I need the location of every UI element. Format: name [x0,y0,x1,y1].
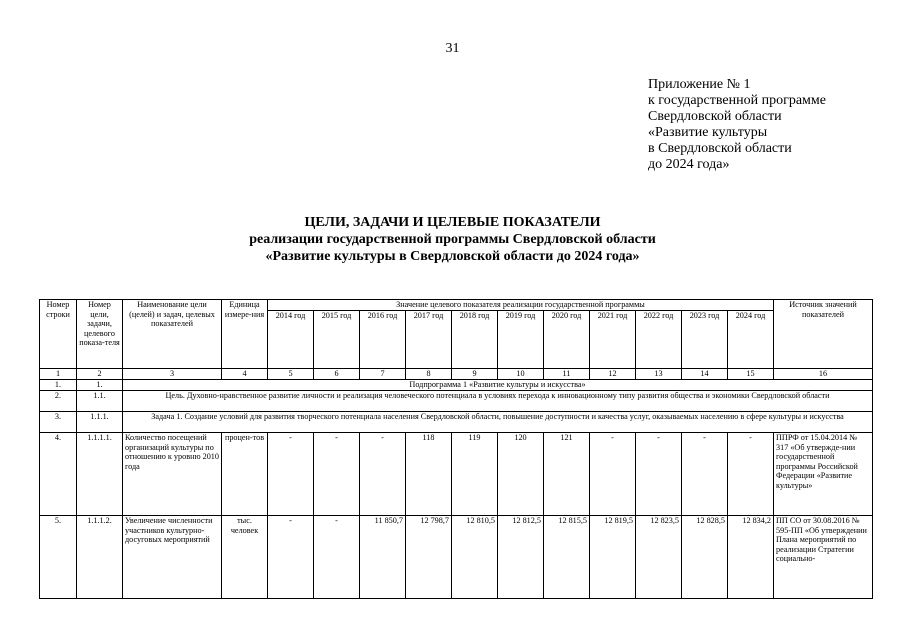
title-line: «Развитие культуры в Свердловской области до 2024 года» [265,249,640,264]
indicator-value: 120 [498,433,544,516]
column-index: 10 [498,369,544,380]
column-index: 1 [40,369,77,380]
appendix-line: до 2024 года» [648,157,730,172]
row-number: 5. [40,516,77,599]
row-code: 1.1.1. [77,412,123,433]
indicator-value: 12 815,5 [544,516,590,599]
column-index: 3 [123,369,222,380]
header-row-number: Номер строки [40,300,77,369]
indicator-value: 12 834,2 [728,516,774,599]
table-row-subprogram [40,380,873,391]
table-row-goal [40,391,873,412]
goals-table [39,299,873,599]
header-unit: Единица измере-ния [222,300,268,369]
header-year: 2015 год [314,311,360,369]
column-index: 16 [774,369,873,380]
indicator-value: - [314,433,360,516]
header-source: Источник значений показателей [774,300,873,369]
indicator-name: Количество посещений организаций культуры по отношению к уровню 2010 года [123,433,222,516]
indicator-value: - [636,433,682,516]
indicator-value: 119 [452,433,498,516]
indicator-value: 12 798,7 [406,516,452,599]
indicator-value: - [682,433,728,516]
subprogram-title: Подпрограмма 1 «Развитие культуры и искусства» [123,380,873,391]
indicator-value: 12 812,5 [498,516,544,599]
indicator-value: 118 [406,433,452,516]
row-number: 2. [40,391,77,412]
header-year: 2016 год [360,311,406,369]
indicator-unit: тыс. человек [222,516,268,599]
appendix-line: в Свердловской области [648,141,792,156]
indicator-unit: процен-тов [222,433,268,516]
table-header-row [40,300,873,311]
indicator-value: - [360,433,406,516]
row-code: 1.1.1.2. [77,516,123,599]
column-index: 15 [728,369,774,380]
appendix-note [648,77,826,173]
title-line: ЦЕЛИ, ЗАДАЧИ И ЦЕЛЕВЫЕ ПОКАЗАТЕЛИ [304,215,601,230]
header-year: 2024 год [728,311,774,369]
row-number: 3. [40,412,77,433]
column-index: 13 [636,369,682,380]
indicator-value: 12 823,5 [636,516,682,599]
header-goal-number: Номер цели, задачи, целевого показа-теля [77,300,123,369]
header-year: 2022 год [636,311,682,369]
column-index: 7 [360,369,406,380]
document-title [0,214,905,265]
indicator-source: ППРФ от 15.04.2014 № 317 «Об утвержде-нии государственной программы Российской Федерации «Развитие культуры» [774,433,873,516]
table-row-task [40,412,873,433]
row-code: 1.1. [77,391,123,412]
indicator-value: 12 810,5 [452,516,498,599]
column-index-row [40,369,873,380]
header-values-group: Значение целевого показателя реализации государственной программы [268,300,774,311]
indicator-value: - [728,433,774,516]
table-row-indicator [40,433,873,516]
column-index: 4 [222,369,268,380]
header-year: 2014 год [268,311,314,369]
column-index: 9 [452,369,498,380]
indicator-value: 11 850,7 [360,516,406,599]
page-number: 31 [445,41,460,56]
indicator-value: 12 819,5 [590,516,636,599]
indicator-value: - [590,433,636,516]
header-year: 2019 год [498,311,544,369]
goal-text: Цель. Духовно-нравственное развитие личности и реализация человеческого потенциала в условиях перехода к инновационному типу развития общества и экономики Свердловской области [123,391,873,412]
column-index: 12 [590,369,636,380]
row-number: 4. [40,433,77,516]
column-index: 14 [682,369,728,380]
row-code: 1. [77,380,123,391]
indicator-value: - [314,516,360,599]
indicator-source: ПП СО от 30.08.2016 № 595-ПП «Об утверждении Плана мероприятий по реализации Стратегии социально- [774,516,873,599]
column-index: 8 [406,369,452,380]
row-code: 1.1.1.1. [77,433,123,516]
header-year: 2018 год [452,311,498,369]
task-text: Задача 1. Создание условий для развития творческого потенциала населения Свердловской области, повышение доступности и качества услуг, оказываемых населению в сфере культуры и искусства [123,412,873,433]
indicator-name: Увеличение численности участников культурно-досуговых мероприятий [123,516,222,599]
header-year: 2017 год [406,311,452,369]
column-index: 2 [77,369,123,380]
indicator-value: 121 [544,433,590,516]
header-year: 2021 год [590,311,636,369]
indicator-value: 12 828,5 [682,516,728,599]
appendix-line: Приложение № 1 [648,77,751,92]
table-row-indicator [40,516,873,599]
indicator-value: - [268,433,314,516]
title-line: реализации государственной программы Свердловской области [249,232,656,247]
appendix-line: Свердловской области [648,109,782,124]
header-name: Наименование цели (целей) и задач, целевых показателей [123,300,222,369]
header-year: 2020 год [544,311,590,369]
column-index: 5 [268,369,314,380]
column-index: 11 [544,369,590,380]
row-number: 1. [40,380,77,391]
appendix-line: «Развитие культуры [648,125,768,140]
header-year: 2023 год [682,311,728,369]
indicator-value: - [268,516,314,599]
column-index: 6 [314,369,360,380]
appendix-line: к государственной программе [648,93,826,108]
